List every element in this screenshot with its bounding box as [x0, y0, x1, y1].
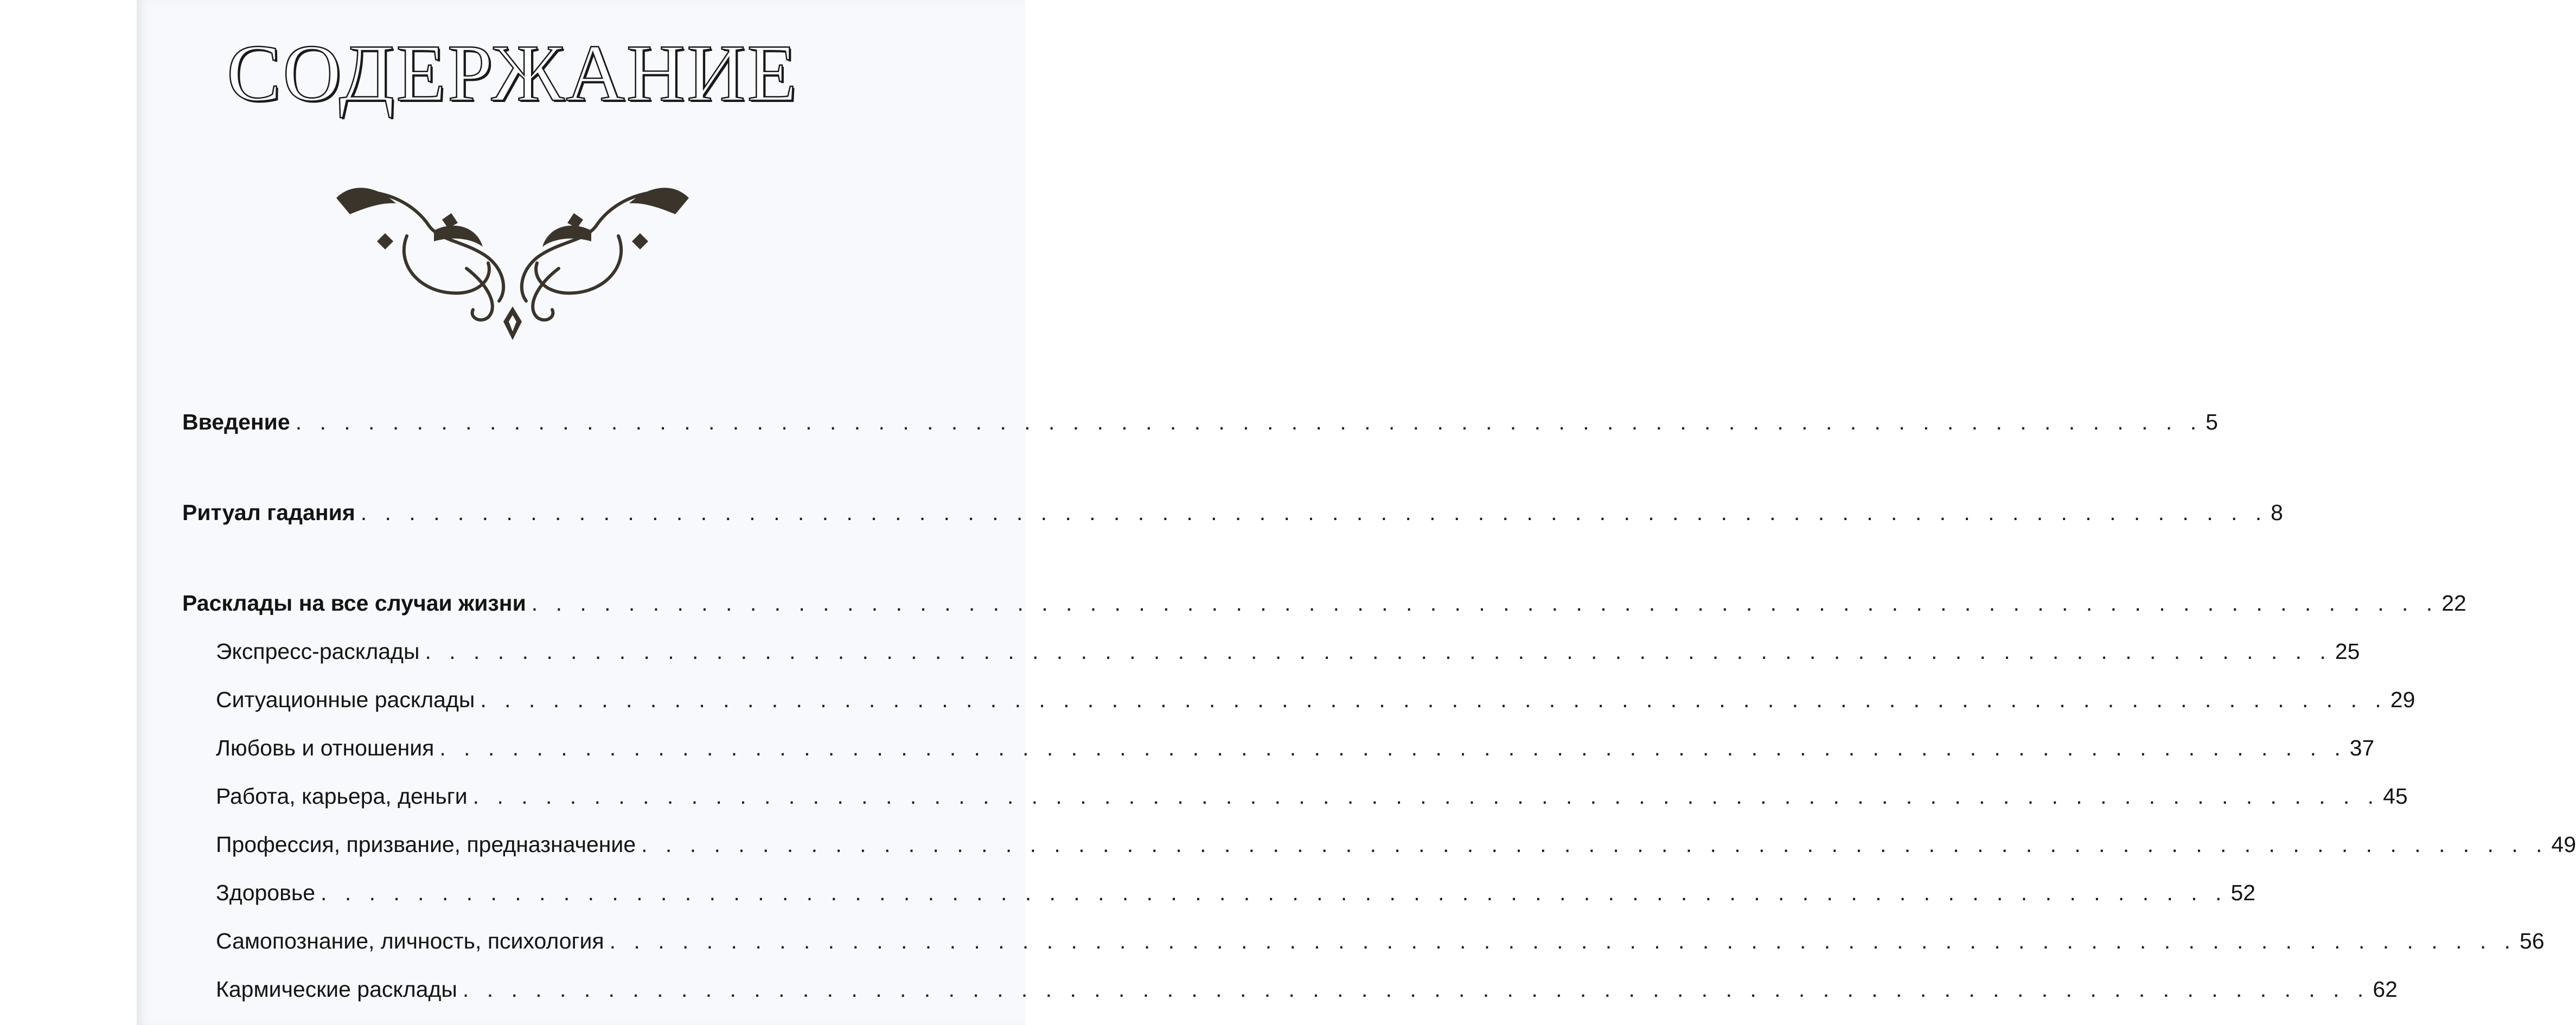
- toc-entry-title: Профессия, призвание, предназначение: [216, 832, 636, 857]
- dot-leader: . . . . . . . . . . . . . . . . . . . . . . . . . . . . . . . . . . . . . . . . . . . . . . . . . . . . . . . . . . . . . . . . . . . . . . . . . . . . . . .: [641, 832, 2548, 857]
- toc-subentry[interactable]: [216, 829, 2576, 860]
- toc-page-number: 49: [2551, 832, 2576, 857]
- toc-subentry[interactable]: [216, 684, 2415, 715]
- toc-entry-title: Расклады на все случаи жизни: [182, 591, 526, 616]
- toc-page-number: 29: [2390, 687, 2415, 712]
- toc-subentry[interactable]: [216, 636, 2360, 667]
- dot-leader: . . . . . . . . . . . . . . . . . . . . . . . . . . . . . . . . . . . . . . . . . . . . . . . . . . . . . . . . . . . . . . . . . . . . . . . . . . . . . . .: [480, 687, 2387, 712]
- toc-subentry[interactable]: [216, 974, 2398, 1004]
- toc-entry-title: Ситуационные расклады: [216, 687, 475, 712]
- dot-leader: . . . . . . . . . . . . . . . . . . . . . . . . . . . . . . . . . . . . . . . . . . . . . . . . . . . . . . . . . . . . . . . . . . . . . . . . . . . . . . .: [531, 591, 2439, 616]
- toc-entry-title: Экспресс-расклады: [216, 639, 420, 664]
- toc-entry[interactable]: [182, 588, 2466, 618]
- toc-subentry[interactable]: [216, 877, 2256, 908]
- toc-page-number: 56: [2520, 928, 2545, 953]
- toc-page-number: 52: [2230, 880, 2256, 905]
- dot-leader: . . . . . . . . . . . . . . . . . . . . . . . . . . . . . . . . . . . . . . . . . . . . . . . . . . . . . . . . . . . . . . . . . . . . . . . . . . . . . . .: [609, 928, 2517, 953]
- toc-page-number: 62: [2373, 977, 2398, 1002]
- toc-entry-title: Самопознание, личность, психология: [216, 928, 604, 953]
- dot-leader: . . . . . . . . . . . . . . . . . . . . . . . . . . . . . . . . . . . . . . . . . . . . . . . . . . . . . . . . . . . . . . . . . . . . . . . . . . . . . . .: [360, 500, 2268, 525]
- dot-leader: . . . . . . . . . . . . . . . . . . . . . . . . . . . . . . . . . . . . . . . . . . . . . . . . . . . . . . . . . . . . . . . . . . . . . . . . . . . . . . .: [462, 977, 2370, 1002]
- dot-leader: . . . . . . . . . . . . . . . . . . . . . . . . . . . . . . . . . . . . . . . . . . . . . . . . . . . . . . . . . . . . . . . . . . . . . . . . . . . . . . .: [425, 639, 2332, 664]
- toc-page-number: 45: [2383, 784, 2408, 809]
- toc-page-number: 8: [2271, 500, 2283, 525]
- dot-leader: . . . . . . . . . . . . . . . . . . . . . . . . . . . . . . . . . . . . . . . . . . . . . . . . . . . . . . . . . . . . . . . . . . . . . . . . . . . . . . .: [439, 735, 2347, 760]
- toc-page-number: 37: [2349, 735, 2375, 760]
- table-of-contents: [182, 396, 2576, 1009]
- toc-entry[interactable]: [182, 497, 2283, 528]
- scroll-ornament-icon: [325, 182, 700, 344]
- toc-entry-title: Кармические расклады: [216, 977, 457, 1002]
- toc-entry-title: Ритуал гадания: [182, 500, 355, 525]
- toc-subentry[interactable]: [216, 926, 2545, 956]
- toc-entry-title: Любовь и отношения: [216, 735, 434, 760]
- toc-page-number: 22: [2441, 591, 2466, 616]
- dot-leader: . . . . . . . . . . . . . . . . . . . . . . . . . . . . . . . . . . . . . . . . . . . . . . . . . . . . . . . . . . . . . . . . . . . . . . . . . . . . . . .: [295, 409, 2203, 434]
- toc-page-number: 25: [2335, 639, 2360, 664]
- toc-subentry[interactable]: [216, 781, 2408, 811]
- dot-leader: . . . . . . . . . . . . . . . . . . . . . . . . . . . . . . . . . . . . . . . . . . . . . . . . . . . . . . . . . . . . . . . . . . . . . . . . . . . . . . .: [472, 784, 2380, 809]
- toc-subentry[interactable]: [216, 733, 2375, 763]
- toc-entry-title: Здоровье: [216, 880, 316, 905]
- page-title: СОДЕРЖАНИЕ: [227, 28, 798, 118]
- toc-entry-title: Работа, карьера, деньги: [216, 784, 468, 809]
- toc-entry[interactable]: [182, 407, 2218, 437]
- toc-page-number: 5: [2206, 409, 2218, 434]
- dot-leader: . . . . . . . . . . . . . . . . . . . . . . . . . . . . . . . . . . . . . . . . . . . . . . . . . . . . . . . . . . . . . . . . . . . . . . . . . . . . . . .: [321, 880, 2228, 905]
- toc-entry-title: Введение: [182, 409, 290, 434]
